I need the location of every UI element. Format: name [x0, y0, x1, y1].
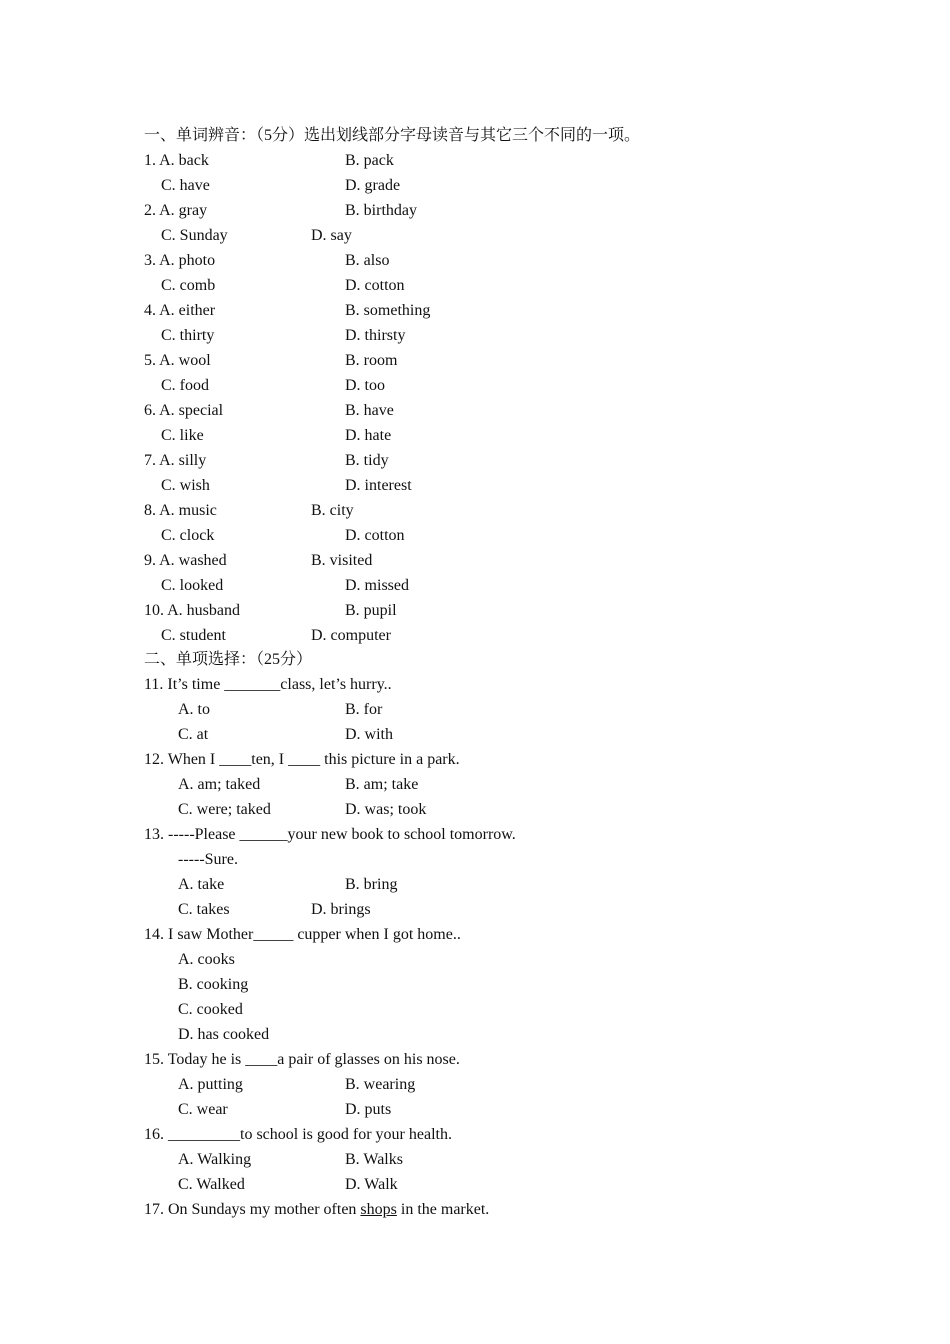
section1-heading: 一、单词辨音：（5分）选出划线部分字母读音与其它三个不同的一项。 — [144, 127, 641, 144]
question-13-reply: -----Sure. — [178, 851, 238, 868]
question-4-row1: 4. A. either B. something — [144, 302, 431, 319]
question-14-option-a: A. cooks — [178, 951, 235, 968]
question-14-option-d: D. has cooked — [178, 1026, 270, 1043]
question-14-option-c: C. cooked — [178, 1001, 243, 1018]
question-16-stem: 16. _________to school is good for your health. — [144, 1126, 452, 1143]
question-3-row2: C. comb D. cotton — [161, 277, 405, 294]
question-12-options-row2: C. were; taked D. was; took — [178, 801, 427, 818]
question-11-options-row1: A. to B. for — [178, 701, 383, 718]
question-14-stem: 14. I saw Mother_____ cupper when I got home.. — [144, 926, 461, 943]
question-14-option-b: B. cooking — [178, 976, 249, 993]
question-13-options-row2: C. takes D. brings — [178, 901, 371, 918]
question-12-options-row1: A. am; taked B. am; take — [178, 776, 419, 793]
question-9-row2: C. looked D. missed — [161, 577, 409, 594]
question-8-row2: C. clock D. cotton — [161, 527, 405, 544]
question-10-row1: 10. A. husband B. pupil — [144, 602, 397, 619]
question-6-row2: C. like D. hate — [161, 427, 392, 444]
question-15-options-row2: C. wear D. puts — [178, 1101, 392, 1118]
question-9-row1: 9. A. washed B. visited — [144, 552, 373, 569]
question-15-options-row1: A. putting B. wearing — [178, 1076, 416, 1093]
question-5-row2: C. food D. too — [161, 377, 385, 394]
question-13-stem: 13. -----Please ______your new book to school tomorrow. — [144, 826, 516, 843]
question-7-row2: C. wish D. interest — [161, 477, 412, 494]
question-2-row2: C. Sunday D. say — [161, 227, 352, 244]
question-3-row1: 3. A. photo B. also — [144, 252, 390, 269]
question-17-stem: 17. On Sundays my mother often shops in the market. — [144, 1201, 490, 1218]
question-16-options-row1: A. Walking B. Walks — [178, 1151, 403, 1168]
question-1-row1: 1. A. back B. pack — [144, 152, 394, 169]
question-13-options-row1: A. take B. bring — [178, 876, 398, 893]
question-6-row1: 6. A. special B. have — [144, 402, 394, 419]
question-7-row1: 7. A. silly B. tidy — [144, 452, 389, 469]
question-1-row2: C. have D. grade — [161, 177, 401, 194]
question-12-stem: 12. When I ____ten, I ____ this picture in a park. — [144, 751, 460, 768]
question-2-row1: 2. A. gray B. birthday — [144, 202, 417, 219]
question-15-stem: 15. Today he is ____a pair of glasses on his nose. — [144, 1051, 460, 1068]
question-5-row1: 5. A. wool B. room — [144, 352, 398, 369]
question-10-row2: C. student D. computer — [161, 627, 391, 644]
section2-heading: 二、单项选择：（25分） — [144, 651, 313, 668]
question-11-options-row2: C. at D. with — [178, 726, 393, 743]
question-8-row1: 8. A. music B. city — [144, 502, 354, 519]
question-16-options-row2: C. Walked D. Walk — [178, 1176, 398, 1193]
underlined-word: shops — [360, 1201, 397, 1218]
question-11-stem: 11. It’s time _______class, let’s hurry.. — [144, 676, 392, 693]
question-4-row2: C. thirty D. thirsty — [161, 327, 406, 344]
